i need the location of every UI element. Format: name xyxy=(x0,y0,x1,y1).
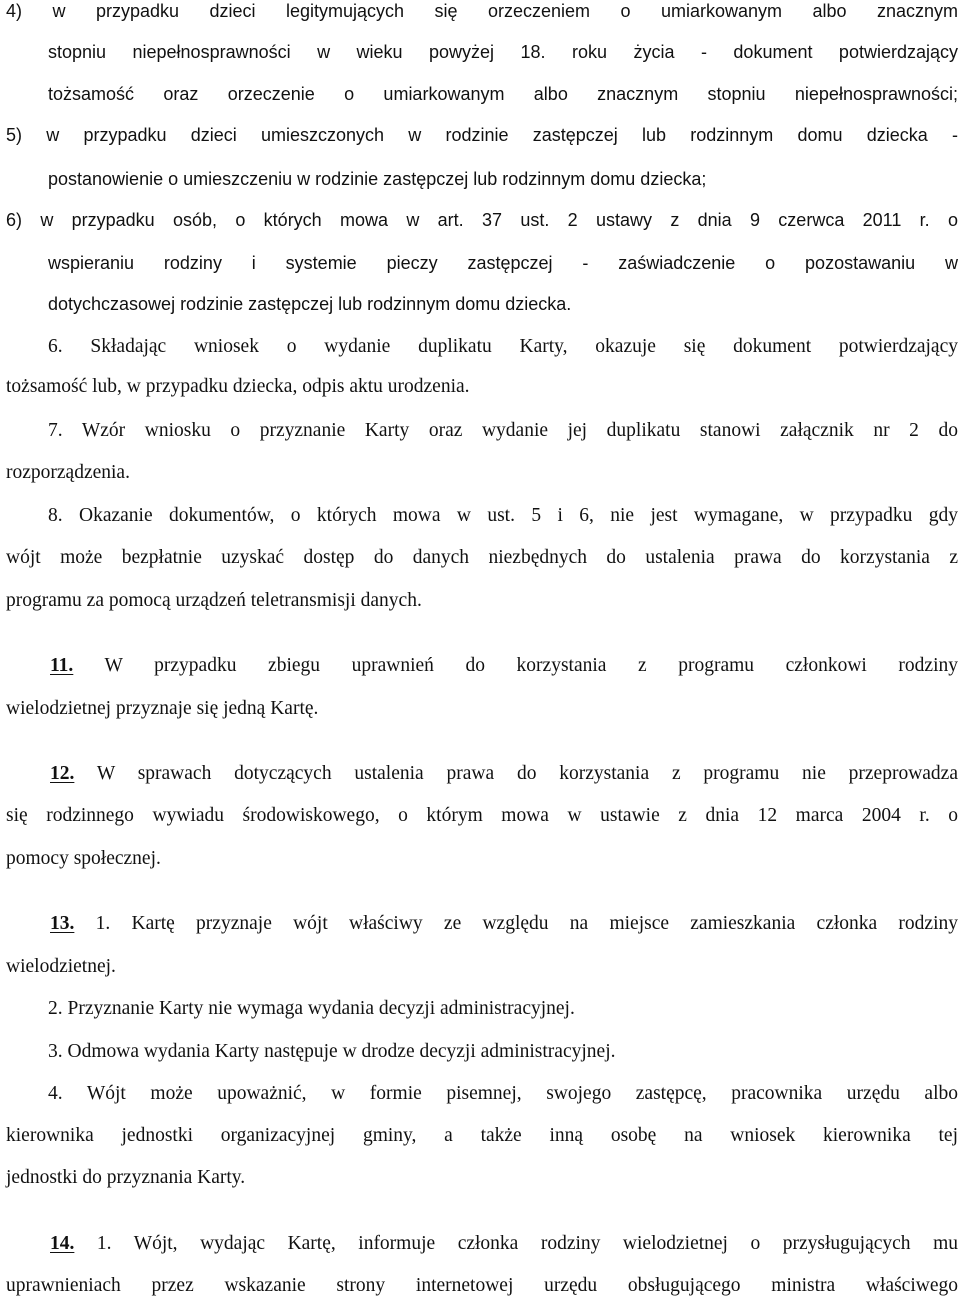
ust-6-line-2: tożsamość lub, w przypadku dziecka, odpis aktu urodzenia. xyxy=(6,376,470,397)
paragraph-14-number: 14. xyxy=(50,1233,75,1254)
paragraph-13-ust-4-line-2: kierownika jednostki organizacyjnej gminy, a także inną osobę na wniosek kierownika tej xyxy=(6,1125,958,1146)
paragraph-11-text: W przypadku zbiegu uprawnień do korzystania z programu członkowi rodziny xyxy=(73,655,958,676)
paragraph-12-text: W sprawach dotyczących ustalenia prawa do korzystania z programu nie przeprowadza xyxy=(74,763,958,784)
paragraph-11-number: 11. xyxy=(50,655,74,676)
item-4-line-1: 4) w przypadku dzieci legitymujących się orzeczeniem o umiarkowanym albo znacznym xyxy=(6,1,958,21)
paragraph-14-text: 1. Wójt, wydając Kartę, informuje członka rodziny wielodzietnej o przysługujących mu xyxy=(74,1233,958,1254)
paragraph-12-line-2: się rodzinnego wywiadu środowiskowego, o którym mowa w ustawie z dnia 12 marca 2004 r. o xyxy=(6,805,958,826)
ust-7-line-2: rozporządzenia. xyxy=(6,462,130,483)
ust-8-line-3: programu za pomocą urządzeń teletransmisji danych. xyxy=(6,590,422,611)
paragraph-14-line-2: uprawnieniach przez wskazanie strony internetowej urzędu obsługującego ministra właściwego xyxy=(6,1275,958,1296)
item-6-line-3: dotychczasowej rodzinie zastępczej lub rodzinnym domu dziecka. xyxy=(48,294,572,314)
paragraph-14-line-1 xyxy=(50,1229,958,1259)
paragraph-12-line-3: pomocy społecznej. xyxy=(6,848,161,869)
paragraph-11-line-1 xyxy=(50,651,958,681)
ust-7-line-1: 7. Wzór wniosku o przyznanie Karty oraz wydanie jej duplikatu stanowi załącznik nr 2 do xyxy=(48,420,958,441)
item-4-line-3: tożsamość oraz orzeczenie o umiarkowanym albo znacznym stopniu niepełnosprawności; xyxy=(48,84,958,104)
item-5-line-2: postanowienie o umieszczeniu w rodzinie zastępczej lub rodzinnym domu dziecka; xyxy=(48,169,707,189)
paragraph-13-ust-2: 2. Przyznanie Karty nie wymaga wydania decyzji administracyjnej. xyxy=(48,998,575,1019)
paragraph-12-line-1 xyxy=(50,759,958,789)
item-4-line-2: stopniu niepełnosprawności w wieku powyżej 18. roku życia - dokument potwierdzający xyxy=(48,42,958,62)
ust-8-line-2: wójt może bezpłatnie uzyskać dostęp do danych niezbędnych do ustalenia prawa do korzystania z xyxy=(6,547,958,568)
item-5-line-1: 5) w przypadku dzieci umieszczonych w rodzinie zastępczej lub rodzinnym domu dziecka - xyxy=(6,125,958,145)
paragraph-11-line-2: wielodzietnej przyznaje się jedną Kartę. xyxy=(6,698,319,719)
paragraph-13-line-1 xyxy=(50,909,958,939)
paragraph-13-ust-4-line-1: 4. Wójt może upoważnić, w formie pisemnej, swojego zastępcę, pracownika urzędu albo xyxy=(48,1083,958,1104)
item-6-line-2: wspieraniu rodziny i systemie pieczy zastępczej - zaświadczenie o pozostawaniu w xyxy=(48,253,958,273)
paragraph-13-ust-4-line-3: jednostki do przyznania Karty. xyxy=(6,1167,246,1188)
item-6-line-1: 6) w przypadku osób, o których mowa w art. 37 ust. 2 ustawy z dnia 9 czerwca 2011 r. o xyxy=(6,210,958,230)
paragraph-13-line-2: wielodzietnej. xyxy=(6,956,116,977)
paragraph-13-ust-3: 3. Odmowa wydania Karty następuje w drodze decyzji administracyjnej. xyxy=(48,1041,616,1062)
ust-8-line-1: 8. Okazanie dokumentów, o których mowa w ust. 5 i 6, nie jest wymagane, w przypadku gdy xyxy=(48,505,958,526)
paragraph-13-text: 1. Kartę przyznaje wójt właściwy ze względu na miejsce zamieszkania członka rodziny xyxy=(74,913,958,934)
paragraph-13-number: 13. xyxy=(50,913,75,934)
ust-6-line-1: 6. Składając wniosek o wydanie duplikatu Karty, okazuje się dokument potwierdzający xyxy=(48,336,958,357)
paragraph-12-number: 12. xyxy=(50,763,75,784)
